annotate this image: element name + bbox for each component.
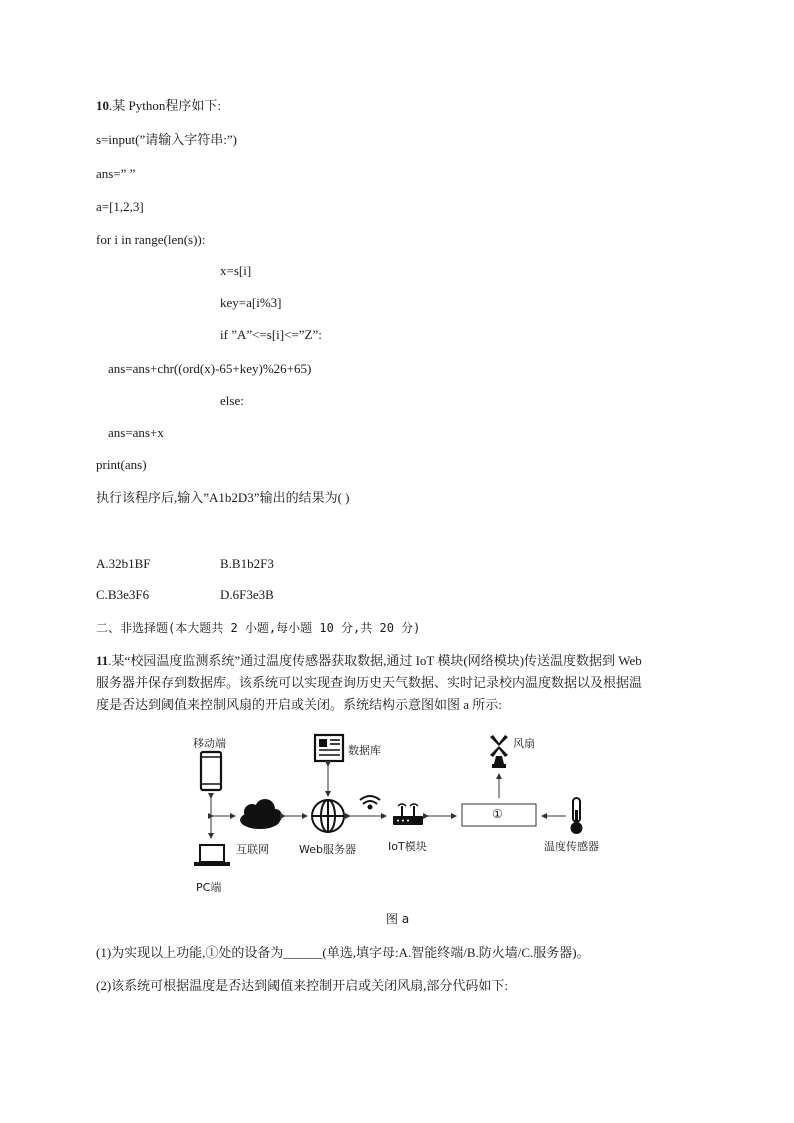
cloud-icon <box>240 799 282 829</box>
question-number: 10 <box>96 98 109 113</box>
diagram-graphics <box>180 730 620 905</box>
label-internet: 互联网 <box>236 843 269 856</box>
option-d: D.6F3e3B <box>220 587 274 602</box>
label-mobile: 移动端 <box>193 737 226 750</box>
sub-question-2: (2)该系统可根据温度是否达到阈值来控制开启或关闭风扇,部分代码如下: <box>96 978 509 993</box>
code-line: for i in range(len(s)): <box>96 232 206 247</box>
router-icon <box>393 804 423 825</box>
label-sensor: 温度传感器 <box>544 840 599 853</box>
thermometer-icon <box>571 798 583 834</box>
wifi-icon <box>360 796 380 809</box>
code-line: key=a[i%3] <box>220 295 282 310</box>
laptop-icon <box>194 845 230 866</box>
option-a: A.32b1BF <box>96 556 151 571</box>
section-title: 二、非选择题(本大题共 2 小题,每小题 10 分,共 20 分) <box>96 621 421 635</box>
option-c: C.B3e3F6 <box>96 587 150 602</box>
question-11-para-line: 服务器并保存到数据库。该系统可以实现查询历史天气数据、实时记录校内温度数据以及根据温 <box>96 675 643 690</box>
label-web-server: Web服务器 <box>299 843 356 856</box>
question-intro: .某 Python程序如下: <box>109 98 221 113</box>
code-line: print(ans) <box>96 457 147 472</box>
code-line: if ”A”<=s[i]<=”Z”: <box>220 327 322 342</box>
question-11-para-line <box>96 653 642 669</box>
label-iot: IoT模块 <box>388 840 427 853</box>
figure-caption: 图 a <box>386 912 410 926</box>
mobile-phone-icon <box>201 752 221 790</box>
label-device: ① <box>492 807 503 821</box>
code-line: x=s[i] <box>220 263 252 278</box>
code-line: else: <box>220 393 244 408</box>
code-line: ans=” ” <box>96 166 136 181</box>
label-pc: PC端 <box>196 881 222 894</box>
sub-question-1: (1)为实现以上功能,①处的设备为______(单选,填字母:A.智能终端/B.防火墙/C.服务器)。 <box>96 945 590 960</box>
windmill-icon <box>490 735 508 768</box>
database-icon <box>315 735 343 761</box>
system-diagram <box>180 730 620 905</box>
label-fan: 风扇 <box>513 737 535 750</box>
globe-icon <box>312 800 344 832</box>
question-prompt: 执行该程序后,输入”A1b2D3”输出的结果为( ) <box>96 490 350 505</box>
code-line: s=input(”请输入字符串:”) <box>96 132 237 147</box>
option-b: B.B1b2F3 <box>220 556 274 571</box>
code-line: a=[1,2,3] <box>96 199 144 214</box>
question-text: .某“校园温度监测系统”通过温度传感器获取数据,通过 IoT 模块(网络模块)传送温度数据到 Web <box>108 653 642 668</box>
question-10-header <box>96 98 221 114</box>
code-line: ans=ans+x <box>108 425 164 440</box>
question-11-para-line: 度是否达到阈值来控制风扇的开启或关闭。系统结构示意图如图 a 所示: <box>96 697 502 712</box>
label-database: 数据库 <box>348 744 381 757</box>
question-number: 11 <box>96 653 109 668</box>
code-line: ans=ans+chr((ord(x)-65+key)%26+65) <box>108 361 312 376</box>
